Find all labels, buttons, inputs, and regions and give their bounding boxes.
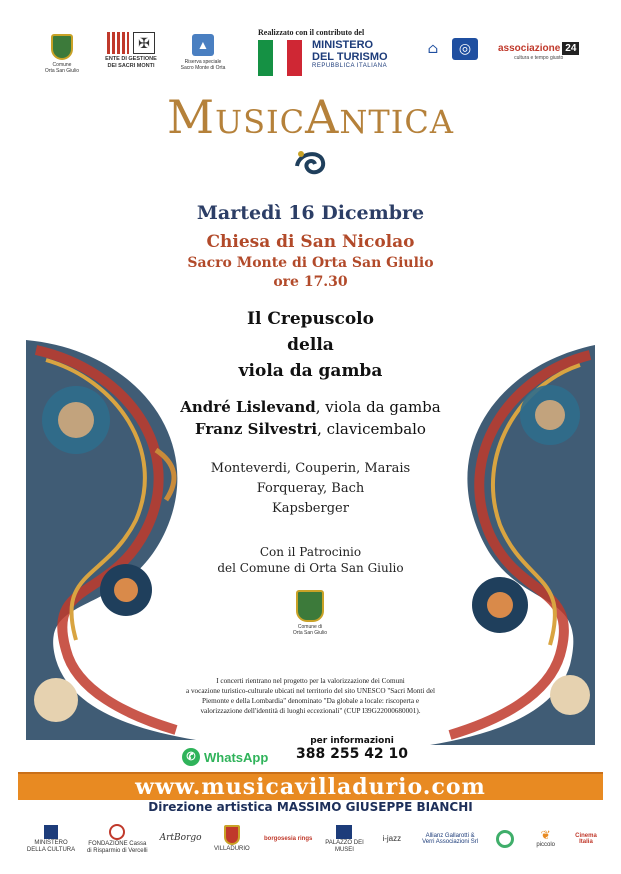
website-link[interactable]: www.musicavilladurio.com: [135, 774, 486, 800]
sponsor-cinema: Cinema Italia: [575, 832, 597, 846]
italian-flag-icon: [258, 40, 302, 76]
phone-number[interactable]: 388 255 42 10: [296, 746, 409, 762]
butterfly-icon: ❦: [540, 828, 551, 843]
swirl-emblem-icon: [293, 146, 329, 180]
performer-2: Franz Silvestri, clavicembalo: [195, 420, 426, 438]
sponsor-green-circle: [490, 830, 520, 848]
website-banner: [18, 772, 603, 800]
event-time: ore 17.30: [273, 274, 348, 290]
sponsor-ijazz: i-jazz: [382, 833, 402, 843]
composers: Monteverdi, Couperin, Marais Forqueray, Bach Kapsberger: [210, 461, 411, 516]
sponsor-artborgo: ArtBorgo: [159, 833, 202, 844]
contribution-label: Realizzato con il contributo del: [258, 28, 365, 37]
crest-icon: [51, 34, 73, 60]
event-date: Martedì 16 Dicembre: [196, 202, 425, 224]
grid-icon: [107, 32, 129, 54]
event-location: Sacro Monte di Orta San Giulio: [187, 255, 434, 271]
ministry-icon: [44, 825, 58, 839]
program-title: Il Crepuscolo della viola da gamba: [238, 309, 383, 381]
unesco-logos: [420, 38, 478, 60]
logo-riserva-sacro-monte: ▲ Riserva speciale Sacro Monte di Orta: [176, 34, 230, 71]
associazione-logo: associazione 24 cultura e tempo giusto: [498, 42, 579, 61]
logo-comune-orta: Comune Orta San Giulio: [44, 34, 80, 74]
whatsapp-icon: ✆: [182, 748, 200, 766]
circle-logo-icon: [496, 830, 514, 848]
logo-sacri-monti: ✠ ENTE DI GESTIONE DEI SACRI MONTI: [100, 32, 162, 69]
event-venue: Chiesa di San Nicolao: [206, 232, 415, 252]
performer-1: André Lislevand, viola da gamba: [180, 398, 441, 416]
world-heritage-icon: ◎: [452, 38, 478, 60]
patronage: Con il Patrocinio del Comune di Orta San Giulio: [217, 545, 404, 575]
patron-crest: Comune di Orta San Giulio: [288, 590, 332, 636]
sponsor-piccolo: ❦ piccolo: [530, 829, 562, 849]
sponsor-allianz: Allianz Gallarotti & Verri Associazioni Srl: [422, 832, 479, 846]
palazzo-icon: [336, 825, 352, 839]
sponsor-borgosesia: borgosesia rings: [264, 835, 313, 842]
sponsor-palazzo-musei: PALAZZO DEI MUSEI: [324, 825, 364, 853]
mountain-icon: ▲: [192, 34, 214, 56]
festival-title: MusicAntica: [167, 90, 454, 144]
sponsor-ministero-cultura: MINISTERO DELLA CULTURA: [26, 825, 76, 853]
performers: [0, 396, 621, 440]
sponsor-strip: [26, 824, 601, 854]
unesco-temple-icon: ⌂: [420, 38, 446, 60]
whatsapp-contact[interactable]: ✆ WhatsApp: [182, 748, 268, 766]
artistic-direction: Direzione artistica MASSIMO GIUSEPPE BIANCHI: [148, 800, 473, 814]
cross-icon: ✠: [133, 32, 155, 54]
ministry-logo: MINISTERO DEL TURISMO REPUBBLICA ITALIANA: [312, 39, 388, 70]
sponsor-villadurio: VILLADURIO: [212, 825, 252, 853]
sponsor-fondazione: FONDAZIONE Cassa di Risparmio di Vercelli: [85, 824, 149, 854]
info-contact: per informazioni 388 255 42 10: [296, 736, 409, 762]
crest-icon: [296, 590, 324, 622]
fondazione-icon: [109, 824, 125, 840]
project-note: I concerti rientrano nel progetto per la valorizzazione dei Comuni a vocazione turistico-culturale ubicati nel territorio del sito UNESCO "Sacri Monti del Piemonte e della Lombardia" denominato "Da globale a locale: riscoperta e valorizzazione dell'identità di luoghi eccezionali" (CUP I39G22000680001).: [185, 677, 436, 715]
shield-icon: [224, 825, 240, 845]
